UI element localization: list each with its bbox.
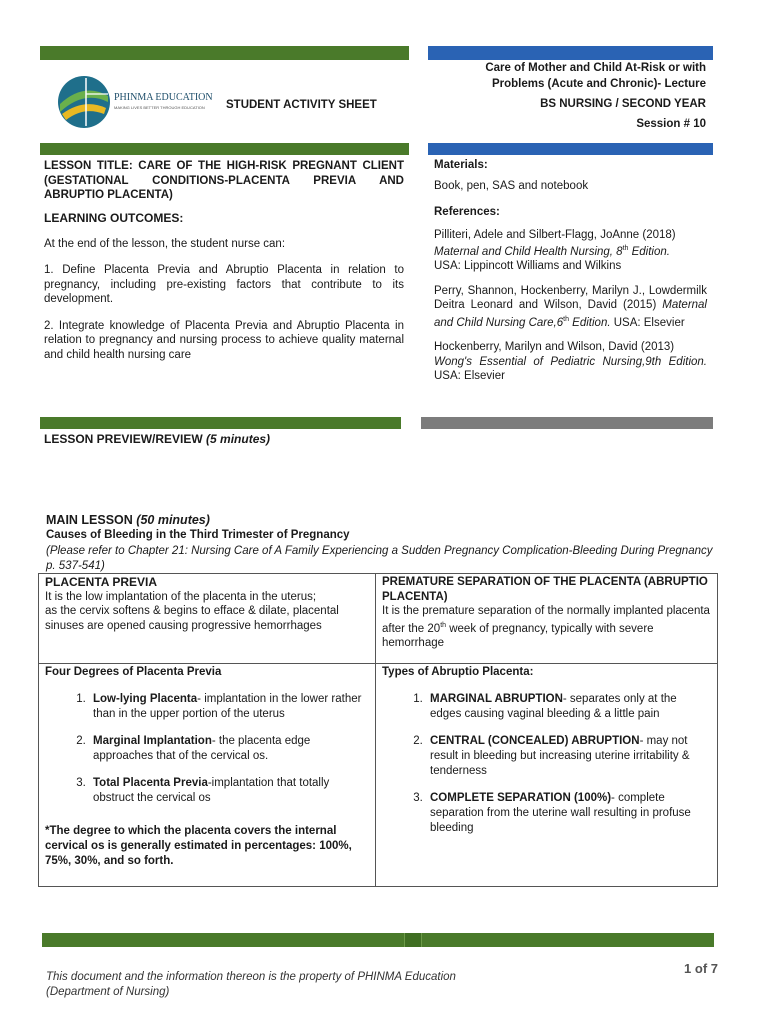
section-bar-right (428, 143, 713, 155)
reference-2-text: Perry, Shannon, Hockenberry, Marilyn J., Lowdermilk Deitra Leonard and Wilson, David (2015) Maternal and Child Nursing Care,6th Edition. USA: Elsevier (434, 284, 707, 329)
logo-tagline: MAKING LIVES BETTER THROUGH EDUCATION (114, 105, 205, 110)
sheet-title: STUDENT ACTIVITY SHEET (226, 99, 377, 111)
lesson-title: LESSON TITLE: CARE OF THE HIGH-RISK PREGNANT CLIENT (GESTATIONAL CONDITIONS-PLACENTA PREVIA AND ABRUPTIO PLACENTA) (44, 160, 404, 201)
lesson-column (44, 159, 404, 362)
list-item: 3. COMPLETE SEPARATION (100%)- complete separation from the uterine wall resulting in profuse bleeding (426, 791, 711, 836)
phinma-logo-icon (56, 72, 112, 132)
materials-column (434, 159, 707, 384)
main-lesson-subheading: Causes of Bleeding in the Third Trimester of Pregnancy (46, 529, 350, 541)
types-title: Types of Abruptio Placenta: (382, 666, 534, 678)
table-row (39, 664, 718, 887)
abruptio-placenta-cell (376, 574, 718, 664)
preview-bar-left (40, 417, 401, 429)
table-row (39, 574, 718, 664)
outcomes-intro: At the end of the lesson, the student nurse can: (44, 237, 286, 250)
reference-2 (434, 284, 707, 330)
section-bar-left (40, 143, 409, 155)
page-number: 1 of 7 (684, 961, 718, 976)
reference-1-authors: Pilliteri, Adele and Silbert-Flagg, JoAnne (2018) (434, 228, 676, 241)
abruptio-placenta-text: It is the premature separation of the normally implanted placenta after the 20th week of pregnancy, typically with severe hemorrhage (382, 605, 710, 649)
learning-outcomes-heading: LEARNING OUTCOMES: (44, 210, 184, 225)
abruptio-placenta-title: PREMATURE SEPARATION OF THE PLACENTA (ABRUPTIO PLACENTA) (382, 576, 708, 603)
footer-bar (42, 933, 714, 947)
reference-1-title: Maternal and Child Health Nursing, 8th Edition. (434, 245, 670, 258)
reference-3 (434, 340, 707, 384)
session-number: Session # 10 (636, 118, 706, 130)
references-heading: References: (434, 205, 500, 218)
types-cell (376, 664, 718, 887)
list-item: 2. CENTRAL (CONCEALED) ABRUPTION- may not result in bleeding but increasing uterine irritability & tenderness (426, 734, 711, 779)
placenta-previa-text-1: It is the low implantation of the placenta in the uterus; (45, 590, 317, 603)
logo-wordmark: PHINMA EDUCATION (114, 92, 213, 103)
degrees-cell (39, 664, 376, 887)
header-bar-left (40, 46, 409, 60)
list-item: 1. MARGINAL ABRUPTION- separates only at the edges causing vaginal bleeding & a little pain (426, 692, 711, 722)
chapter-reference-note: (Please refer to Chapter 21: Nursing Care of A Family Experiencing a Sudden Pregnancy Complication-Bleeding During Pregnancy p. 537-541) (46, 545, 713, 572)
degrees-note: *The degree to which the placenta covers the internal cervical os is generally estimated in percentages: 100%, 75%, 30%, and so forth. (45, 824, 352, 867)
course-title-line1: Care of Mother and Child At-Risk or with (485, 62, 706, 74)
placenta-comparison-table (38, 573, 718, 887)
reference-3-authors: Hockenberry, Marilyn and Wilson, David (2013) (434, 341, 675, 354)
reference-3-title: Wong's Essential of Pediatric Nursing,9th Edition. USA: Elsevier (434, 355, 707, 383)
program-year: BS NURSING / SECOND YEAR (540, 98, 706, 110)
placenta-previa-cell (39, 574, 376, 664)
placenta-previa-text-2: as the cervix softens & begins to efface & dilate, placental sinuses are opened causing progressive hemorrhages (45, 605, 339, 632)
degrees-list (45, 692, 369, 806)
lesson-preview-heading: LESSON PREVIEW/REVIEW (5 minutes) (44, 432, 271, 446)
outcome-2: 2. Integrate knowledge of Placenta Previa and Abruptio Placenta in relation to pregnancy and nursing process to achieve quality maternal and child health nursing care (44, 319, 404, 361)
footer-notice: This document and the information thereon is the property of PHINMA Education (Department of Nursing) (46, 971, 456, 998)
degrees-title: Four Degrees of Placenta Previa (45, 666, 222, 678)
list-item: 1. Low-lying Placenta- implantation in the lower rather than in the upper portion of the uterus (89, 692, 369, 722)
materials-text: Book, pen, SAS and notebook (434, 180, 589, 192)
header-bar-right (428, 46, 713, 60)
types-list (382, 692, 711, 836)
reference-1-publisher: USA: Lippincott Williams and Wilkins (434, 260, 622, 273)
materials-heading: Materials: (434, 159, 488, 171)
placenta-previa-title: PLACENTA PREVIA (45, 575, 158, 589)
footer-bar-divider (404, 933, 422, 947)
outcome-1: 1. Define Placenta Previa and Abruptio Placenta in relation to pregnancy, including pre-existing factors that contribute to its development. (44, 264, 404, 305)
preview-bar-right (421, 417, 713, 429)
list-item: 3. Total Placenta Previa-implantation that totally obstruct the cervical os (89, 776, 369, 806)
course-title-line2: Problems (Acute and Chronic)- Lecture (491, 78, 706, 90)
main-lesson-heading: MAIN LESSON (50 minutes) (46, 513, 210, 527)
list-item: 2. Marginal Implantation- the placenta edge approaches that of the cervical os. (89, 734, 369, 764)
reference-1 (434, 228, 707, 274)
course-info (430, 60, 706, 132)
phinma-logo (56, 72, 216, 132)
